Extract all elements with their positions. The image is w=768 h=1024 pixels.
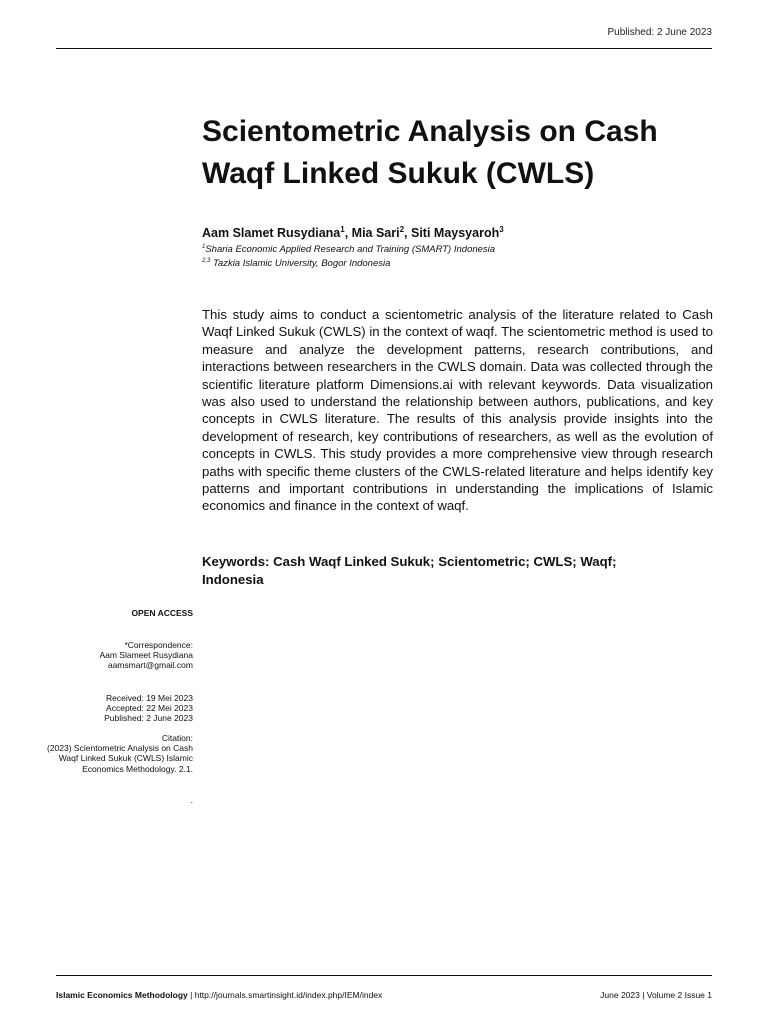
dates-block <box>104 693 193 724</box>
header-divider <box>56 48 712 49</box>
author-name: Aam Slamet Rusydiana <box>202 226 341 240</box>
correspondence-name: Aam Slameet Rusydiana <box>99 650 193 661</box>
published-date: Published: 2 June 2023 <box>104 713 193 724</box>
footer-journal <box>56 990 382 1000</box>
author-affiliation-mark: 1 <box>340 224 345 234</box>
footer-divider <box>56 975 712 976</box>
paper-title: Scientometric Analysis on Cash Waqf Linked Sukuk (CWLS) <box>202 115 658 190</box>
correspondence-label: *Correspondence: <box>124 640 193 650</box>
footer-issue: June 2023 | Volume 2 Issue 1 <box>600 990 712 1000</box>
footer-journal-url[interactable]: | http://journals.smartinsight.id/index.php/IEM/index <box>187 990 383 1000</box>
author-affiliation-mark: 3 <box>499 224 504 234</box>
affiliation-text: Sharia Economic Applied Research and Training (SMART) Indonesia <box>205 244 496 255</box>
abstract: This study aims to conduct a scientometric analysis of the literature related to Cash Waqf Linked Sukuk (CWLS) in the context of waqf. The scientometric method is used to measure and analyze the development patterns, research contributions, and interactions between researchers in the CWLS domain. Data was collected through the scientific literature platform Dimensions.ai with relevant keywords. Data visualization was also used to understand the relationship between authors, publications, and key concepts in CWLS literature. The results of this analysis provide insights into the development of research, key contributions of researchers, as well as the evolution of concepts in CWLS. This study provides a more comprehensive view through research paths with specific theme clusters of the CWLS-related literature and helps identify key patterns and important contributions in understanding the implications of Islamic economics and finance in the context of waqf. <box>202 307 713 514</box>
citation-label: Citation: <box>161 733 193 743</box>
correspondence-block <box>99 640 193 671</box>
published-date-header: Published: 2 June 2023 <box>607 27 712 38</box>
open-access-label: OPEN ACCESS <box>131 608 193 618</box>
author-name: Mia Sari <box>351 226 400 240</box>
affiliation-text: Tazkia Islamic University, Bogor Indonesia <box>212 258 391 269</box>
author-affiliation-mark: 2 <box>399 224 405 234</box>
citation-text: (2023) Scientometric Analysis on Cash Waqf Linked Sukuk (CWLS) Islamic Economics Methodology. 2.1. <box>47 743 193 774</box>
footer-journal-name: Islamic Economics Methodology <box>56 990 188 1000</box>
keywords: Keywords: Cash Waqf Linked Sukuk; Scientometric; CWLS; Waqf; Indonesia <box>202 554 617 587</box>
received-date: Received: 19 Mei 2023 <box>106 693 193 703</box>
sidebar-dot: . <box>190 795 193 805</box>
author-name: Siti Maysyaroh <box>411 226 500 240</box>
correspondence-email[interactable]: aamsmart@gmail.com <box>107 660 193 671</box>
affiliation <box>202 244 495 255</box>
author-list: Aam Slamet Rusydiana$^1$, Mia Sari$^2$, Siti Maysyaroh$^3$ <box>202 224 504 240</box>
citation-block <box>43 733 193 774</box>
affiliation <box>202 258 390 269</box>
affiliation-mark: 2,3 <box>202 257 211 264</box>
accepted-date: Accepted: 22 Mei 2023 <box>106 703 193 714</box>
affiliation-mark: 1 <box>202 243 206 250</box>
